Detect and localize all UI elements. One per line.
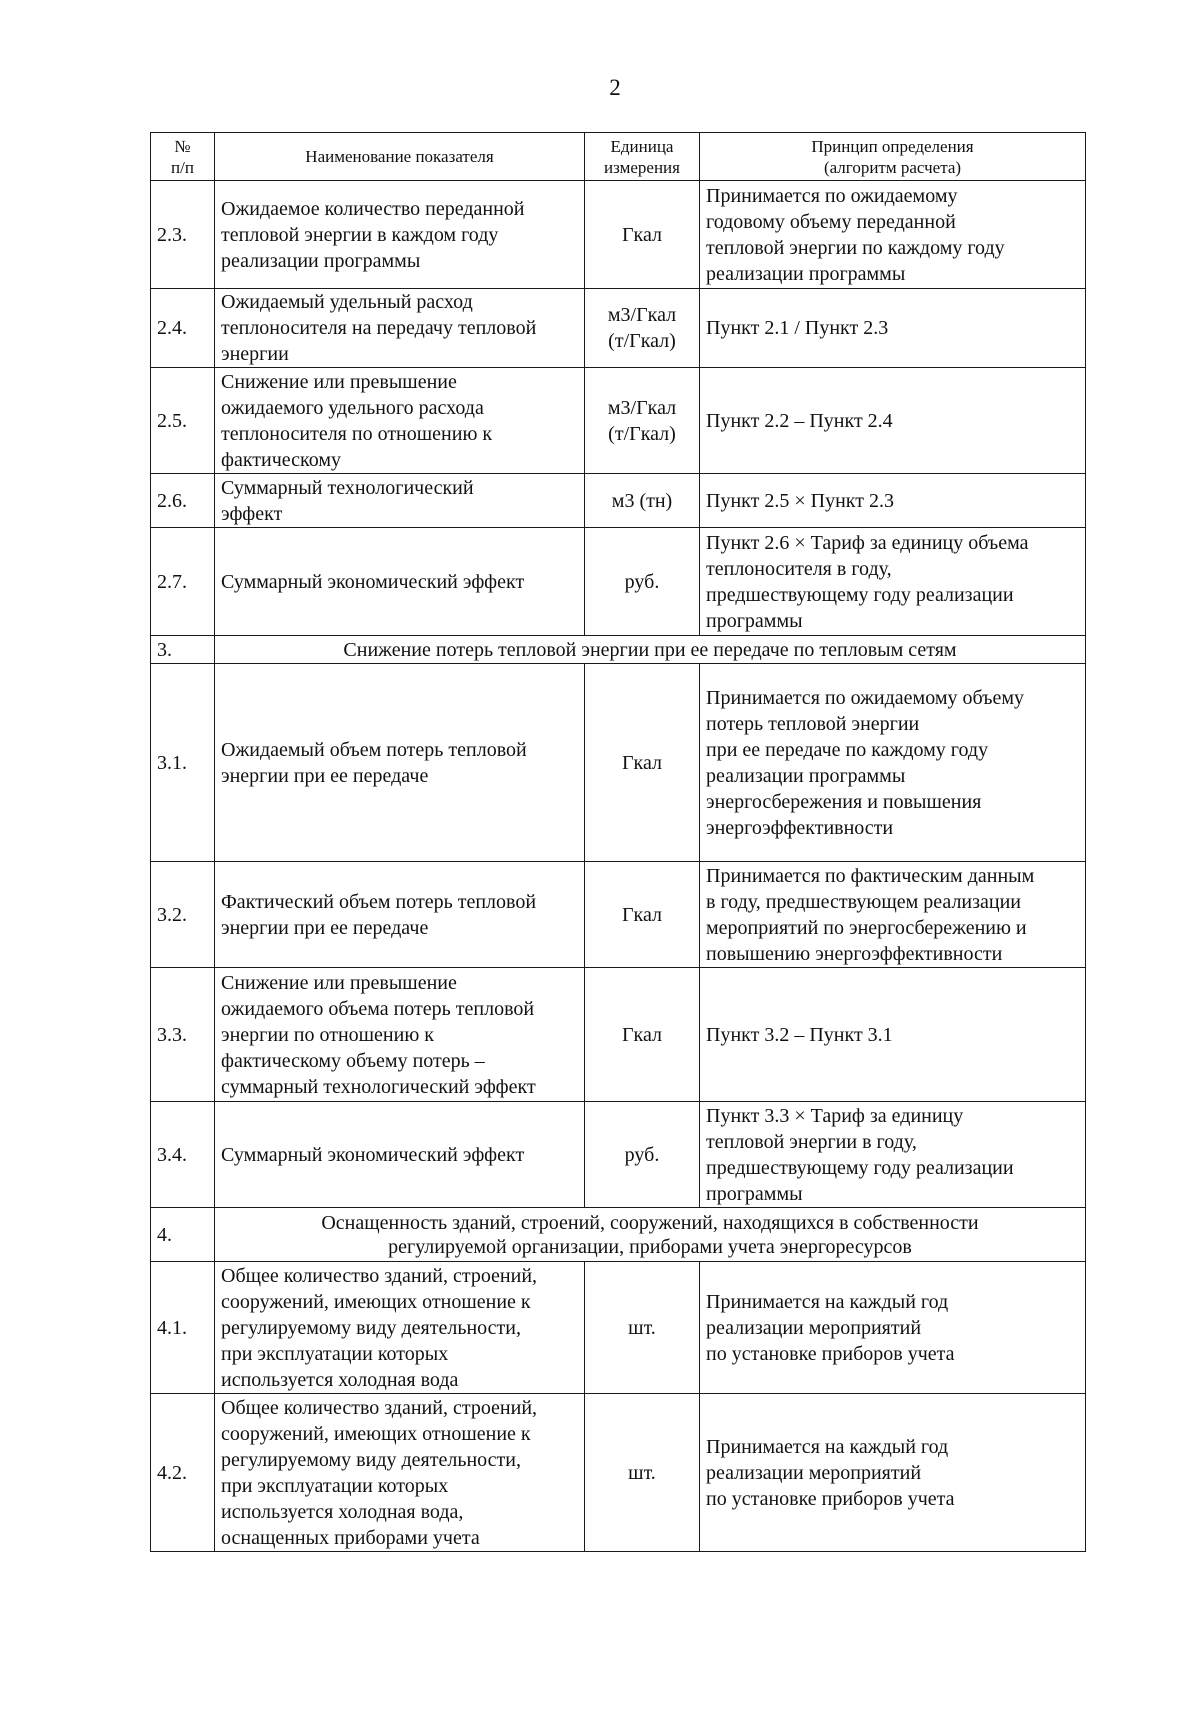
- row-unit: Гкал: [585, 664, 700, 862]
- table-row: [151, 968, 1086, 1102]
- row-unit: м3/Гкал (т/Гкал): [585, 368, 700, 474]
- table-header-row: [151, 133, 1086, 181]
- row-number: 2.4.: [151, 289, 215, 368]
- table-row: [151, 1262, 1086, 1394]
- table-row: [151, 664, 1086, 862]
- row-number: 3.3.: [151, 968, 215, 1102]
- row-unit: шт.: [585, 1262, 700, 1394]
- page-number: 2: [609, 75, 621, 100]
- row-method: Пункт 3.2 – Пункт 3.1: [700, 968, 1086, 1102]
- row-method: Принимается по ожидаемому годовому объему переданной тепловой энергии по каждому году реализации программы: [700, 181, 1086, 289]
- row-unit: Гкал: [585, 968, 700, 1102]
- row-method: Принимается на каждый год реализации мероприятий по установке приборов учета: [700, 1262, 1086, 1394]
- row-name: Снижение или превышение ожидаемого удельного расхода теплоносителя по отношению к фактическому: [215, 368, 585, 474]
- header-unit: Единица измерения: [585, 133, 700, 181]
- row-name: Ожидаемый удельный расход теплоносителя на передачу тепловой энергии: [215, 289, 585, 368]
- row-name: Снижение или превышение ожидаемого объема потерь тепловой энергии по отношению к фактическому объему потерь – суммарный технологический эффект: [215, 968, 585, 1102]
- row-number: 2.3.: [151, 181, 215, 289]
- row-unit: Гкал: [585, 862, 700, 968]
- table-row: [151, 862, 1086, 968]
- row-name: Ожидаемое количество переданной тепловой энергии в каждом году реализации программы: [215, 181, 585, 289]
- row-number: 3.2.: [151, 862, 215, 968]
- table-row: [151, 181, 1086, 289]
- table-row: [151, 1394, 1086, 1552]
- header-name: Наименование показателя: [215, 133, 585, 181]
- row-number: 2.5.: [151, 368, 215, 474]
- row-method: Пункт 2.6 × Тариф за единицу объема теплоносителя в году, предшествующему году реализации программы: [700, 528, 1086, 636]
- row-method: Пункт 2.2 – Пункт 2.4: [700, 368, 1086, 474]
- row-name: Ожидаемый объем потерь тепловой энергии при ее передаче: [215, 664, 585, 862]
- row-unit: м3/Гкал (т/Гкал): [585, 289, 700, 368]
- section-row: [151, 636, 1086, 664]
- row-name: Фактический объем потерь тепловой энергии при ее передаче: [215, 862, 585, 968]
- row-unit: Гкал: [585, 181, 700, 289]
- row-number: 4.1.: [151, 1262, 215, 1394]
- table-row: [151, 528, 1086, 636]
- row-method: Пункт 2.1 / Пункт 2.3: [700, 289, 1086, 368]
- row-unit: руб.: [585, 1102, 700, 1208]
- indicators-table: [150, 132, 1086, 1552]
- row-unit: руб.: [585, 528, 700, 636]
- section-title: Снижение потерь тепловой энергии при ее передаче по тепловым сетям: [215, 636, 1086, 664]
- row-unit: шт.: [585, 1394, 700, 1552]
- section-row: [151, 1208, 1086, 1262]
- header-num: № п/п: [151, 133, 215, 181]
- section-number: 4.: [151, 1208, 215, 1262]
- row-number: 3.1.: [151, 664, 215, 862]
- row-method: Пункт 3.3 × Тариф за единицу тепловой энергии в году, предшествующему году реализации программы: [700, 1102, 1086, 1208]
- row-number: 3.4.: [151, 1102, 215, 1208]
- row-number: 2.6.: [151, 474, 215, 528]
- row-method: Принимается по фактическим данным в году, предшествующем реализации мероприятий по энергосбережению и повышению энергоэффективности: [700, 862, 1086, 968]
- row-name: Суммарный экономический эффект: [215, 1102, 585, 1208]
- row-name: Суммарный технологический эффект: [215, 474, 585, 528]
- row-name: Общее количество зданий, строений, сооружений, имеющих отношение к регулируемому виду деятельности, при эксплуатации которых используется холодная вода, оснащенных приборами учета: [215, 1394, 585, 1552]
- row-number: 2.7.: [151, 528, 215, 636]
- section-title: Оснащенность зданий, строений, сооружений, находящихся в собственности регулируемой организации, приборами учета энергоресурсов: [215, 1208, 1086, 1262]
- row-method: Принимается по ожидаемому объему потерь тепловой энергии при ее передаче по каждому году реализации программы энергосбережения и повышения энергоэффективности: [700, 664, 1086, 862]
- row-unit: м3 (тн): [585, 474, 700, 528]
- row-number: 4.2.: [151, 1394, 215, 1552]
- row-name: Общее количество зданий, строений, сооружений, имеющих отношение к регулируемому виду деятельности, при эксплуатации которых используется холодная вода: [215, 1262, 585, 1394]
- row-method: Пункт 2.5 × Пункт 2.3: [700, 474, 1086, 528]
- table-row: [151, 368, 1086, 474]
- header-method: Принцип определения (алгоритм расчета): [700, 133, 1086, 181]
- table-row: [151, 1102, 1086, 1208]
- table-row: [151, 289, 1086, 368]
- table-row: [151, 474, 1086, 528]
- row-name: Суммарный экономический эффект: [215, 528, 585, 636]
- section-number: 3.: [151, 636, 215, 664]
- row-method: Принимается на каждый год реализации мероприятий по установке приборов учета: [700, 1394, 1086, 1552]
